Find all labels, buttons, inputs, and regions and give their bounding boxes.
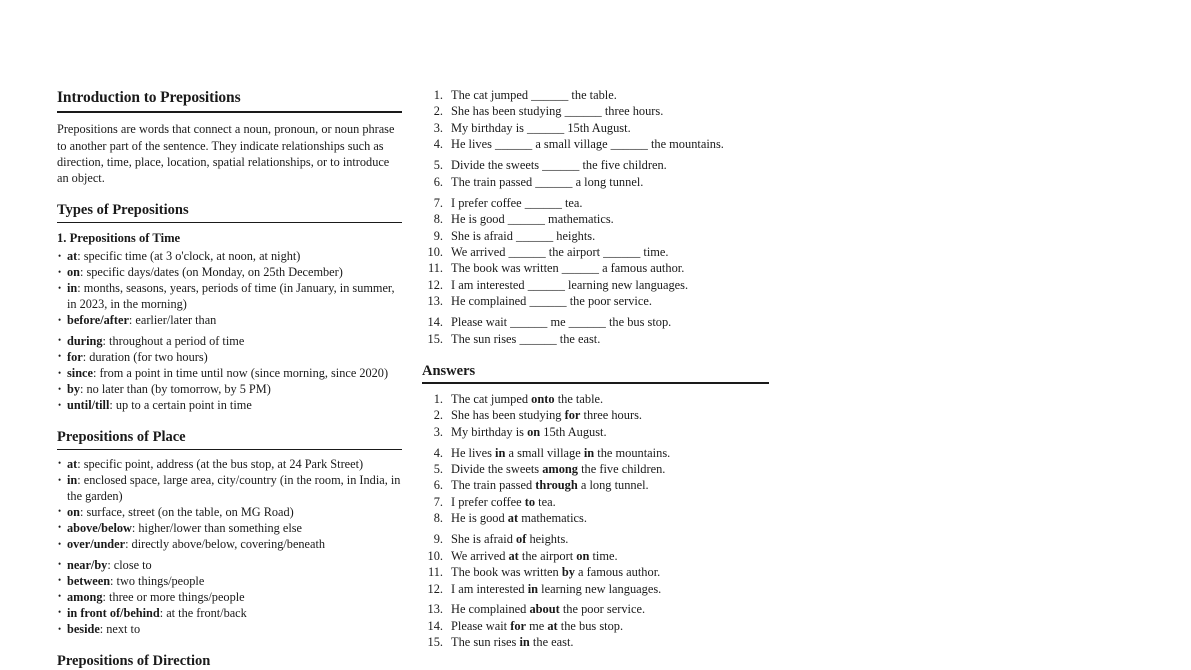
list-item [57,265,402,281]
exercise-item: The cat jumped ______ the table. [451,88,617,102]
preposition-term: above/below [67,520,132,535]
answer-word: at [507,511,519,526]
answer-word: by [561,565,575,580]
preposition-term: since [67,366,93,380]
list-item [57,590,402,606]
answer-word: in [519,635,530,650]
answer-word: in [527,581,539,596]
answer-word: about [529,602,560,617]
prepositions-of-place-list [57,457,402,638]
list-item [57,505,402,521]
answer-item: The book was written by a famous author. [451,565,661,580]
exercise-item: I prefer coffee ______ tea. [451,195,583,210]
answer-item: She is afraid of heights. [451,532,569,547]
exercise-question-list [422,88,769,348]
list-item [57,249,402,265]
answer-item: The cat jumped onto the table. [451,391,604,406]
preposition-definition: : earlier/later than [128,313,217,328]
answers-heading: Answers [422,362,476,379]
preposition-term: before/after [67,313,129,328]
exercise-item: I am interested ______ learning new languages. [451,277,689,292]
preposition-definition: : from a point in time until now (since morning, since 2020) [92,366,389,380]
list-item [57,382,402,398]
place-heading-rule [57,449,402,450]
preposition-definition: : months, seasons, years, periods of time (in January, in summer, in 2023, in the morning) [67,281,395,312]
preposition-definition: : duration (for two hours) [82,349,208,364]
preposition-definition: : three or more things/people [102,589,245,604]
place-section-heading: Prepositions of Place [57,428,186,445]
answer-word: at [508,548,519,563]
preposition-term: on [67,265,80,280]
preposition-definition: : two things/people [110,573,205,588]
list-item [57,537,402,553]
preposition-term: beside [67,622,100,637]
types-heading: Types of Prepositions [57,201,189,218]
exercise-item: He lives ______ a small village ______ the mountains. [451,137,724,152]
answer-item: She has been studying for three hours. [451,408,642,423]
list-item [57,334,402,350]
page-title: Introduction to Prepositions [57,89,241,106]
exercise-item: We arrived ______ the airport ______ time. [451,244,669,259]
preposition-definition: : specific point, address (at the bus stop, at 24 Park Street) [77,456,364,471]
answer-item: My birthday is on 15th August. [451,424,607,439]
answer-item: He is good at mathematics. [451,511,587,526]
title-rule [57,111,402,113]
exercise-item: The book was written ______ a famous author. [451,261,685,276]
exercise-item: The train passed ______ a long tunnel. [451,174,644,189]
preposition-definition: : throughout a period of time [102,333,245,348]
answer-item: Divide the sweets among the five children. [451,461,666,476]
answer-item: I prefer coffee to tea. [451,494,556,509]
list-item [57,558,402,574]
preposition-definition: : next to [99,622,141,637]
preposition-term: for [67,349,83,364]
preposition-term: in front of/behind [67,605,160,620]
preposition-definition: : surface, street (on the table, on MG Road) [80,504,294,519]
prepositions-of-time-list [57,249,402,414]
exercise-item: He complained ______ the poor service. [451,294,652,309]
exercise-item: Please wait ______ me ______ the bus stop. [451,315,672,330]
exercise-item: My birthday is ______ 15th August. [451,120,631,135]
answers-rule [422,382,769,384]
right-column [422,88,769,652]
preposition-definition: : specific days/dates (on Monday, on 25th December) [80,265,343,280]
answer-item: He complained about the poor service. [451,602,646,617]
preposition-term: in [67,281,78,296]
direction-section-heading: Prepositions of Direction [57,652,211,669]
list-item [57,457,402,473]
answer-word: for [564,408,581,423]
list-item [57,281,402,312]
preposition-definition: : specific time (at 3 o'clock, at noon, at night) [77,249,301,264]
list-item [57,398,402,414]
list-item [57,366,402,382]
time-section-heading: 1. Prepositions of Time [57,230,181,245]
answer-word: in [495,445,506,460]
answer-word: through [535,478,578,493]
preposition-term: during [67,333,103,348]
answer-word-secondary: on [576,548,590,563]
exercise-item: She has been studying ______ three hours. [451,104,664,119]
answer-item: We arrived at the airport on time. [451,548,618,563]
preposition-term: in [67,473,78,488]
preposition-definition: : at the front/back [159,605,247,620]
preposition-definition: : higher/lower than something else [131,520,302,535]
list-item [57,350,402,366]
preposition-term: between [67,573,111,588]
preposition-term: at [67,456,78,471]
answer-word: to [524,494,536,509]
answer-word: onto [531,391,555,406]
preposition-term: by [67,382,80,397]
preposition-definition: : directly above/below, covering/beneath [125,537,326,551]
answers-list [422,392,769,652]
types-heading-rule [57,222,402,223]
preposition-term: on [67,504,80,519]
preposition-term: near/by [67,557,108,572]
preposition-definition: : no later than (by tomorrow, by 5 PM) [80,382,271,397]
answer-item: I am interested in learning new languages. [451,581,662,596]
list-item [57,574,402,590]
answer-word: of [516,532,527,547]
answer-item: He lives in a small village in the mountains. [451,445,671,460]
answer-word: among [542,461,578,476]
exercise-item: She is afraid ______ heights. [451,228,596,243]
answer-word: for [510,618,527,633]
preposition-definition: : close to [107,557,152,572]
exercise-item: Divide the sweets ______ the five children. [451,158,667,173]
list-item [57,473,402,504]
list-item [57,606,402,622]
preposition-definition: : enclosed space, large area, city/country (in the room, in India, in the garden) [67,473,401,503]
preposition-definition: : up to a certain point in time [109,398,252,413]
preposition-term: among [67,589,103,604]
left-column [57,88,402,670]
answer-item: The sun rises in the east. [451,635,574,650]
list-item [57,521,402,537]
intro-paragraph: Prepositions are words that connect a noun, pronoun, or noun phrase to another part of the sentence. They indicate relationships such as direction, time, place, location, spatial relationships, or to introduce an object. [57,122,395,186]
list-item [57,313,402,329]
answer-word-secondary: at [547,618,558,633]
list-item [57,622,402,638]
answer-word-secondary: in [583,445,595,460]
preposition-term: over/under [67,537,126,551]
preposition-term: at [67,249,78,264]
exercise-item: The sun rises ______ the east. [451,331,601,346]
answer-word: on [527,424,541,439]
preposition-term: until/till [67,398,110,413]
answer-item: Please wait for me at the bus stop. [451,618,624,633]
exercise-item: He is good ______ mathematics. [451,212,614,227]
answer-item: The train passed through a long tunnel. [451,478,649,493]
